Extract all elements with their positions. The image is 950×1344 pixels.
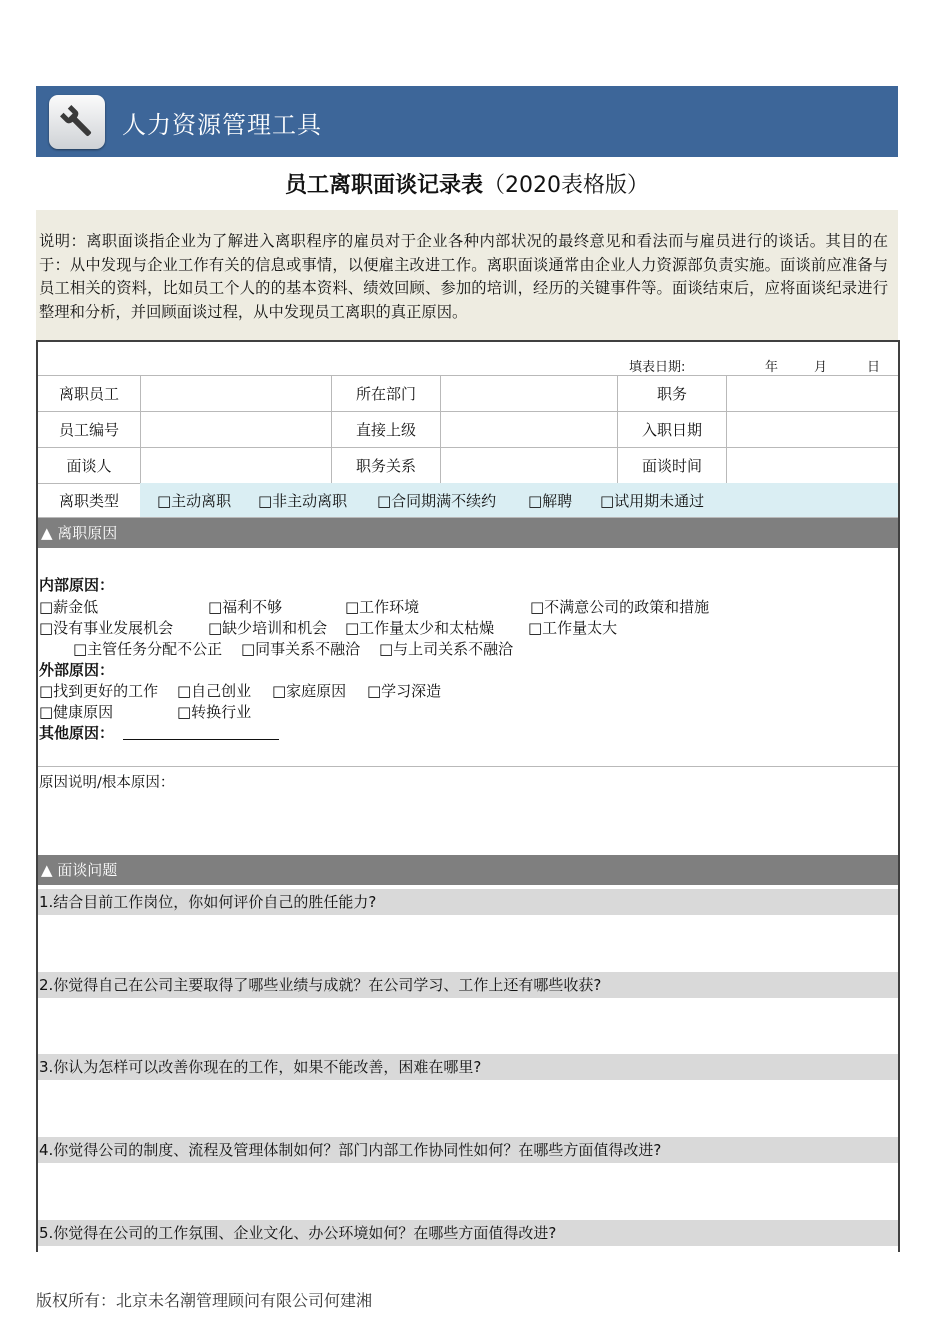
reason-policy[interactable]: □不满意公司的政策和措施 xyxy=(530,598,710,616)
divider xyxy=(38,766,898,767)
reason-family[interactable]: □家庭原因 xyxy=(272,682,347,700)
question-2: 2.你觉得自己在公司主要取得了哪些业绩与成就？在公司学习、工作上还有哪些收获? xyxy=(38,972,898,998)
label-employee: 离职员工 xyxy=(38,376,141,412)
banner-title: 人力资源管理工具 xyxy=(122,111,322,139)
question-4: 4.你觉得公司的制度、流程及管理体制如何？部门内部工作协同性如何？在哪些方面值得改进? xyxy=(38,1137,898,1163)
wrench-icon xyxy=(49,95,105,149)
root-cause-label: 原因说明/根本原因： xyxy=(39,775,175,791)
option-voluntary[interactable]: □主动离职 xyxy=(157,492,232,510)
other-reason-label: 其他原因： xyxy=(39,724,115,742)
label-interview-time: 面谈时间 xyxy=(618,448,727,484)
other-reason-input[interactable] xyxy=(123,739,279,740)
date-year: 年 xyxy=(765,360,779,375)
reason-boring-work[interactable]: □工作量太少和太枯燥 xyxy=(345,619,495,637)
reason-no-career[interactable]: □没有事业发展机会 xyxy=(39,619,174,637)
label-supervisor: 直接上级 xyxy=(332,412,441,448)
reason-no-training[interactable]: □缺少培训和机会 xyxy=(208,619,328,637)
title-suffix: （2020表格版） xyxy=(483,173,649,198)
date-day: 日 xyxy=(867,360,881,375)
date-month: 月 xyxy=(814,360,828,375)
label-leave-type: 离职类型 xyxy=(38,483,141,518)
input-department[interactable] xyxy=(441,376,618,412)
page-title xyxy=(0,170,934,202)
reason-study[interactable]: □学习深造 xyxy=(367,682,442,700)
input-supervisor[interactable] xyxy=(441,412,618,448)
reason-environment[interactable]: □工作环境 xyxy=(345,598,420,616)
input-interviewer[interactable] xyxy=(141,448,332,484)
option-dismissal[interactable]: □解聘 xyxy=(528,492,573,510)
reason-unfair-assignment[interactable]: □主管任务分配不公正 xyxy=(73,640,223,658)
input-position[interactable] xyxy=(727,376,898,412)
reason-low-salary[interactable]: □薪金低 xyxy=(39,598,99,616)
header-banner xyxy=(36,86,898,157)
intro-description: 说明：离职面谈指企业为了解进入离职程序的雇员对于企业各种内部状况的最终意见和看法而与雇员进行的谈话。其目的在于：从中发现与企业工作有关的信息或事情，以便雇主改进工作。离职面谈通常由企业人力资源部负责实施。面谈前应准备与员工相关的资料，比如员工个人的的基本资料、绩效回顾、参加的培训，经历的关键事件等。面谈结束后，应将面谈纪录进行整理和分析，并回顾面谈过程，从中发现员工离职的真正原因。 xyxy=(36,210,898,340)
internal-reason-label: 内部原因： xyxy=(39,576,115,594)
reason-better-job[interactable]: □找到更好的工作 xyxy=(39,682,159,700)
option-probation-fail[interactable]: □试用期未通过 xyxy=(600,492,705,510)
input-relation[interactable] xyxy=(441,448,618,484)
reason-colleagues[interactable]: □同事关系不融洽 xyxy=(241,640,361,658)
label-position: 职务 xyxy=(618,376,727,412)
input-employee[interactable] xyxy=(141,376,332,412)
interview-form xyxy=(36,340,900,1252)
title-main: 员工离职面谈记录表 xyxy=(284,173,483,198)
label-relation: 职务关系 xyxy=(332,448,441,484)
leave-type-options xyxy=(140,483,898,518)
reason-overload[interactable]: □工作量太大 xyxy=(528,619,618,637)
question-1: 1.结合目前工作岗位，你如何评价自己的胜任能力? xyxy=(38,889,898,915)
section-questions-header: ▲ 面谈问题 xyxy=(38,855,898,885)
question-3: 3.你认为怎样可以改善你现在的工作，如果不能改善，困难在哪里? xyxy=(38,1054,898,1080)
reason-health[interactable]: □健康原因 xyxy=(39,703,114,721)
option-involuntary[interactable]: □非主动离职 xyxy=(258,492,348,510)
label-interviewer: 面谈人 xyxy=(38,448,141,484)
copyright-footer: 版权所有：北京未名潮管理顾问有限公司何建湘 xyxy=(36,1291,373,1310)
external-reason-label: 外部原因： xyxy=(39,661,115,679)
section-reasons-header: ▲ 离职原因 xyxy=(38,518,898,548)
question-5: 5.你觉得在公司的工作氛围、企业文化、办公环境如何？在哪些方面值得改进? xyxy=(38,1220,898,1246)
input-employee-id[interactable] xyxy=(141,412,332,448)
label-department: 所在部门 xyxy=(332,376,441,412)
date-label: 填表日期: xyxy=(629,360,686,375)
reason-supervisor[interactable]: □与上司关系不融洽 xyxy=(379,640,514,658)
reason-startup[interactable]: □自己创业 xyxy=(177,682,252,700)
label-hire-date: 入职日期 xyxy=(618,412,727,448)
input-hire-date[interactable] xyxy=(727,412,898,448)
label-employee-id: 员工编号 xyxy=(38,412,141,448)
reason-benefits[interactable]: □福利不够 xyxy=(208,598,283,616)
option-contract-end[interactable]: □合同期满不续约 xyxy=(377,492,497,510)
input-interview-time[interactable] xyxy=(727,448,898,484)
reason-change-industry[interactable]: □转换行业 xyxy=(177,703,252,721)
